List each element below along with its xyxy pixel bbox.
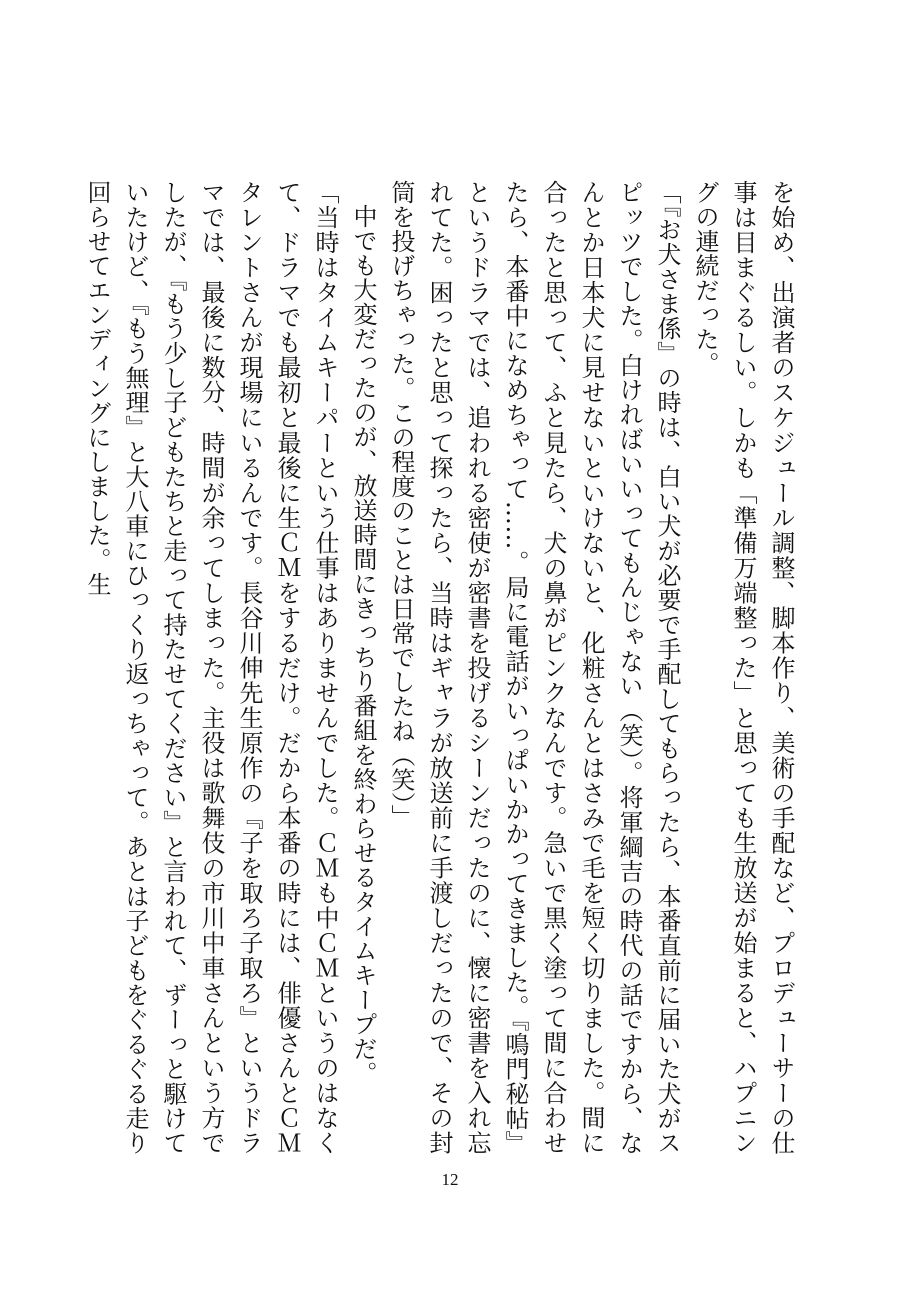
paragraph-2-quote: 「『お犬さま係』の時は、白い犬が必要で手配してもらったら、本番直前に届いた犬がスピッツでした。白ければいいってもんじゃない（笑）。将軍綱吉の時代の話ですから、なんとか日本犬に見せないといけないと、化粧さんとはさみで毛を短く切りました。間に合ったと思って、ふと見たら、犬の鼻がピンクなんです。急いで黒く塗って間に合わせたら、本番中になめちゃって……。局に電話がいっぱいかかってきました。『鳴門秘帖』というドラマでは、追われる密使が密書を投げるシーンだったのに、懐に密書を入れ忘れてた。困ったと思って探ったら、当時はギャラが放送前に手渡しだったので、その封筒を投げちゃった。この程度のことは日常でしたね（笑）」 bbox=[387, 180, 681, 1155]
vertical-text-body bbox=[83, 180, 800, 1155]
paragraph-1: を始め、出演者のスケジュール調整、脚本作り、美術の手配など、プロデューサーの仕事は目まぐるしい。しかも「準備万端整った」と思っても生放送が始まると、ハプニングの連続だった。 bbox=[691, 180, 795, 1155]
page-number: 12 bbox=[441, 1170, 459, 1189]
paragraph-3: 中でも大変だったのが、放送時間にきっちり番組を終わらせるタイムキープだ。 bbox=[349, 204, 377, 1086]
paragraph-4-quote: 「当時はタイムキーパーという仕事はありませんでした。ＣＭも中ＣＭというのはなくて、ドラマでも最初と最後に生ＣＭをするだけ。だから本番の時には、俳優さんとＣＭタレントさんが現場にいるんです。長谷川伸先生原作の『子を取ろ子取ろ』というドラマでは、最後に数分、時間が余ってしまった。主役は歌舞伎の市川中車さんという方でしたが、『もう少し子どもたちと走って持たせてください』と言われて、ずーっと駆けていたけど、『もう無理』と大八車にひっくり返っちゃって。あとは子どもをぐるぐる走り回らせてエンディングにしました。生 bbox=[83, 180, 339, 1155]
